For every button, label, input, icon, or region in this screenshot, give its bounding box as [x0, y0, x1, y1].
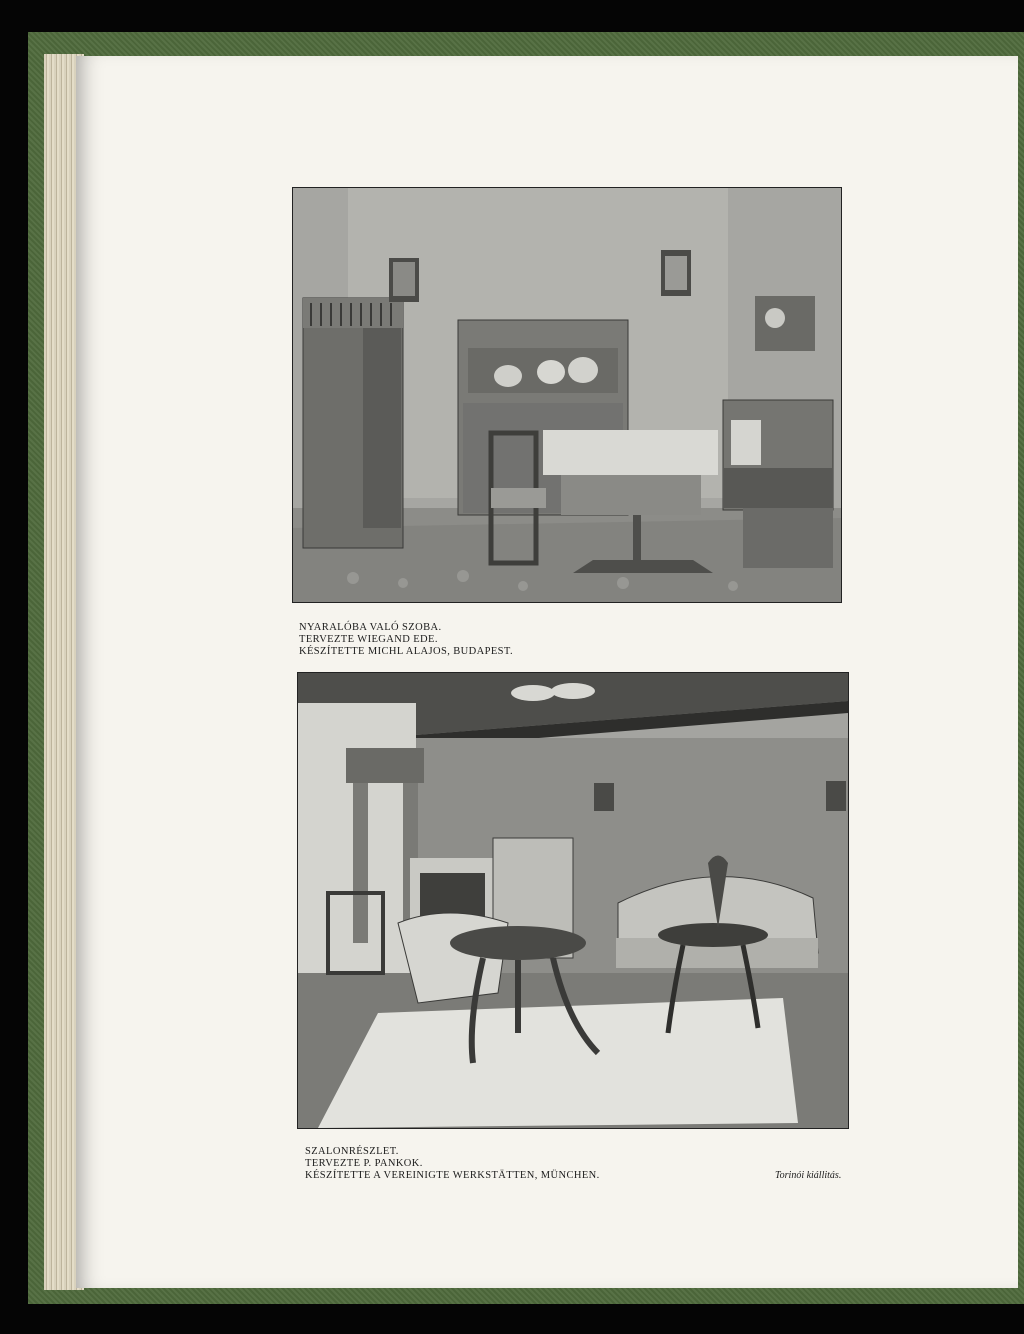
photo-salon — [297, 672, 849, 1129]
caption-designer: TERVEZTE WIEGAND EDE. — [299, 634, 438, 645]
caption-title: SZALONRÉSZLET. — [305, 1146, 399, 1157]
summer-room-photo-svg — [293, 188, 841, 602]
caption-summer-room — [299, 622, 513, 658]
caption-maker: KÉSZÍTETTE A VEREINIGTE WERKSTÄTTEN, MÜNCHEN. — [305, 1170, 600, 1181]
photo-summer-room — [292, 187, 842, 603]
salon-photo-svg — [298, 673, 848, 1128]
caption-maker: KÉSZÍTETTE MICHL ALAJOS, BUDAPEST. — [299, 646, 513, 657]
exhibition-credit: Torinói kiállitás. — [775, 1170, 842, 1181]
caption-title: NYARALÓBA VALÓ SZOBA. — [299, 622, 442, 633]
caption-designer: TERVEZTE P. PANKOK. — [305, 1158, 423, 1169]
caption-salon — [305, 1146, 600, 1182]
